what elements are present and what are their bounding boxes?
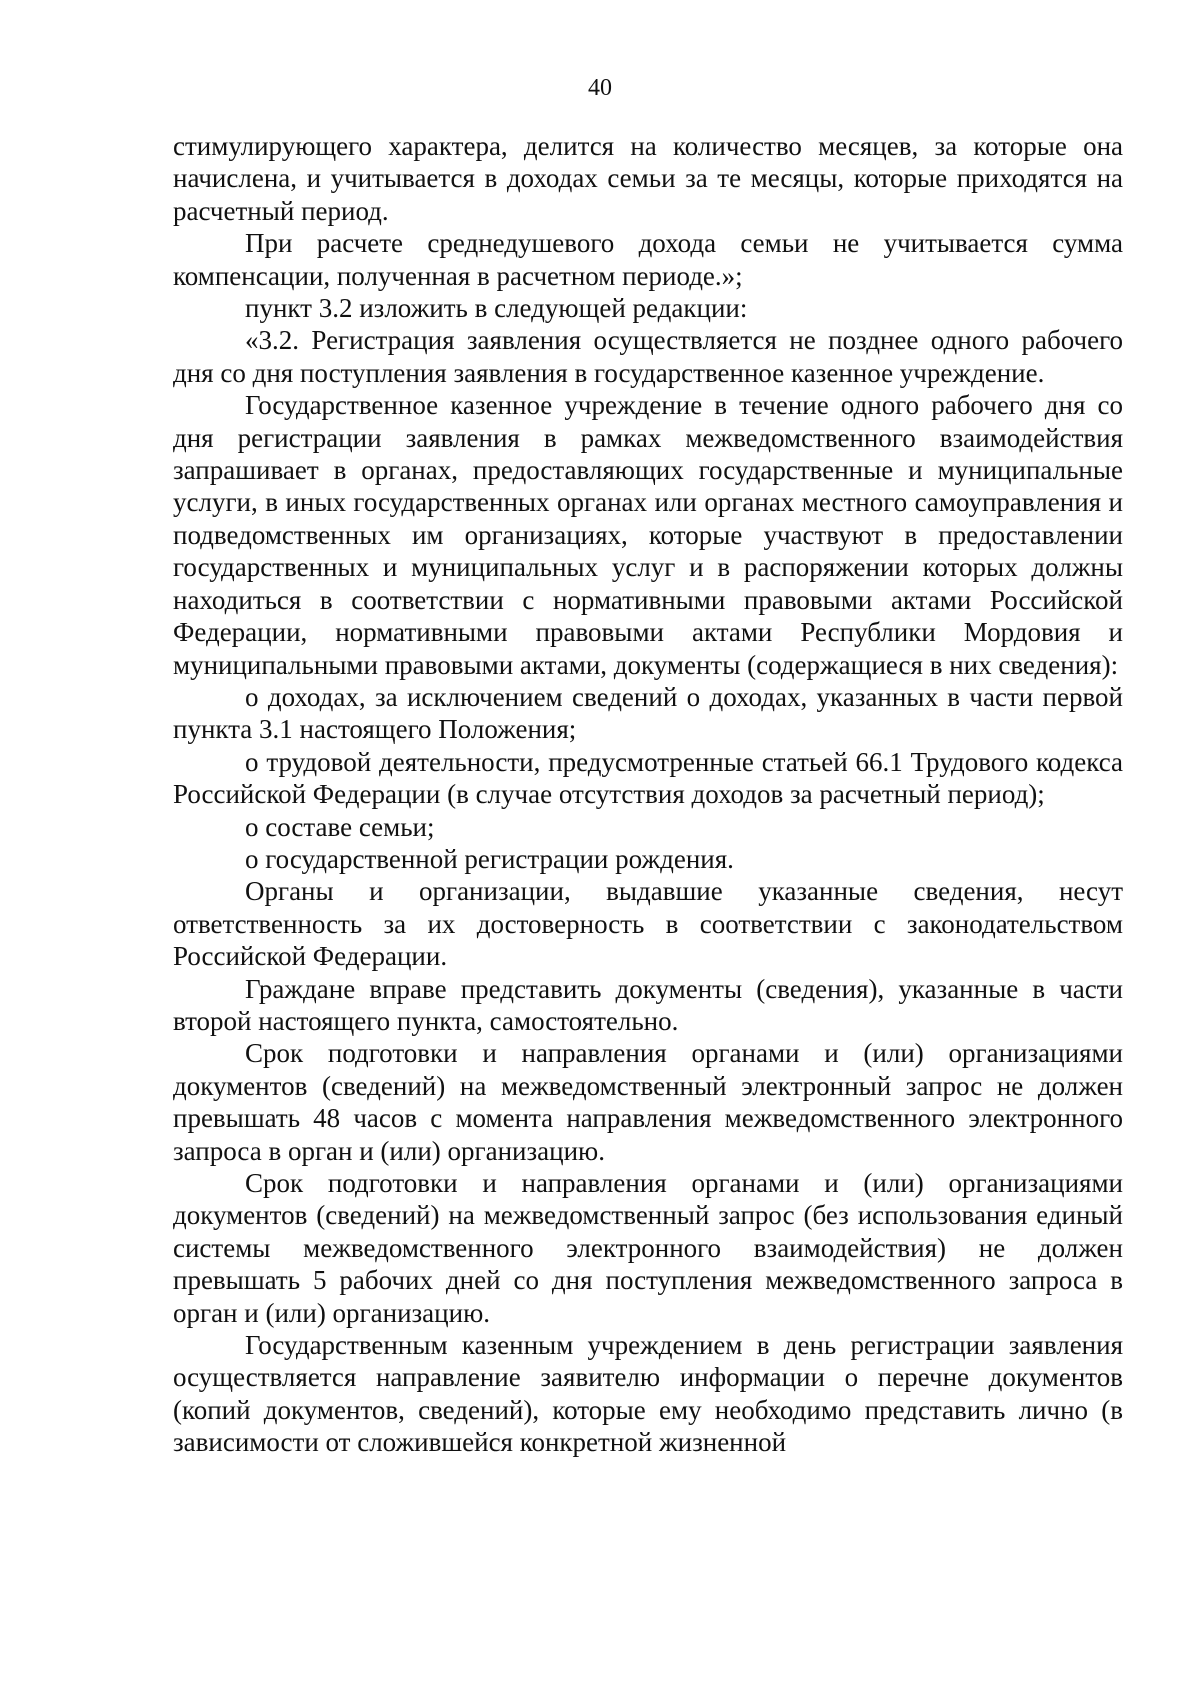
list-item-income: о доходах, за исключением сведений о доходах, указанных в части первой пункта 3.1 настоящего Положения; [173,681,1123,745]
paragraph-amendment-3-2: пункт 3.2 изложить в следующей редакции: [245,293,748,324]
paragraph-interagency-request: Государственное казенное учреждение в течение одного рабочего дня со дня регистрации заявления в рамках межведомственного взаимодействия запрашивает в органах, предоставляющих государственные и муниципальные услуги, в иных государственных органах или органах местного самоуправления и подведомственных им организациях, которые участвуют в предоставлении государственных и муниципальных услуг и в распоряжении которых должны находиться в соответствии с нормативными правовыми актами Российской Федерации, нормативными правовыми актами Республики Мордовия и муниципальными правовыми актами, документы (содержащиеся в них сведения): [173,390,1123,680]
list-item-employment: о трудовой деятельности, предусмотренные статьей 66.1 Трудового кодекса Российской Федерации (в случае отсутствия доходов за расчетный период); [173,746,1123,810]
paragraph-3-2-registration: «3.2. Регистрация заявления осуществляется не позднее одного рабочего дня со дня поступления заявления в государственное казенное учреждение. [173,325,1123,388]
paragraph-responsibility: Органы и организации, выдавшие указанные сведения, несут ответственность за их достоверность в соответствии с законодательством Российской Федерации. [173,876,1123,972]
paragraph-continuation: стимулирующего характера, делится на количество месяцев, за которые она начислена, и учитывается в доходах семьи за те месяцы, которые приходятся на расчетный период. [173,131,1123,226]
paragraph-paper-deadline: Срок подготовки и направления органами и (или) организациями документов (сведений) на межведомственный запрос (без использования единый системы межведомственного электронного взаимодействия) не должен превышать 5 рабочих дней со дня поступления межведомственного запроса в орган и (или) организацию. [173,1168,1123,1328]
paragraph-compensation: При расчете среднедушевого дохода семьи не учитывается сумма компенсации, полученная в расчетном периоде.»; [173,228,1123,291]
page-number: 40 [588,75,612,101]
document-text [173,130,1123,1459]
list-item-birth-registration: о государственной регистрации рождения. [245,843,734,874]
paragraph-electronic-deadline: Срок подготовки и направления органами и (или) организациями документов (сведений) на межведомственный электронный запрос не должен превышать 48 часов с момента направления межведомственного электронного запроса в орган и (или) организацию. [173,1038,1123,1166]
paragraph-notification: Государственным казенным учреждением в день регистрации заявления осуществляется направление заявителю информации о перечне документов (копий документов, сведений), которые ему необходимо представить лично (в зависимости от сложившейся конкретной жизненной [173,1330,1123,1458]
paragraph-citizens-right: Граждане вправе представить документы (сведения), указанные в части второй настоящего пункта, самостоятельно. [173,973,1123,1036]
list-item-family: о составе семьи; [245,811,435,842]
